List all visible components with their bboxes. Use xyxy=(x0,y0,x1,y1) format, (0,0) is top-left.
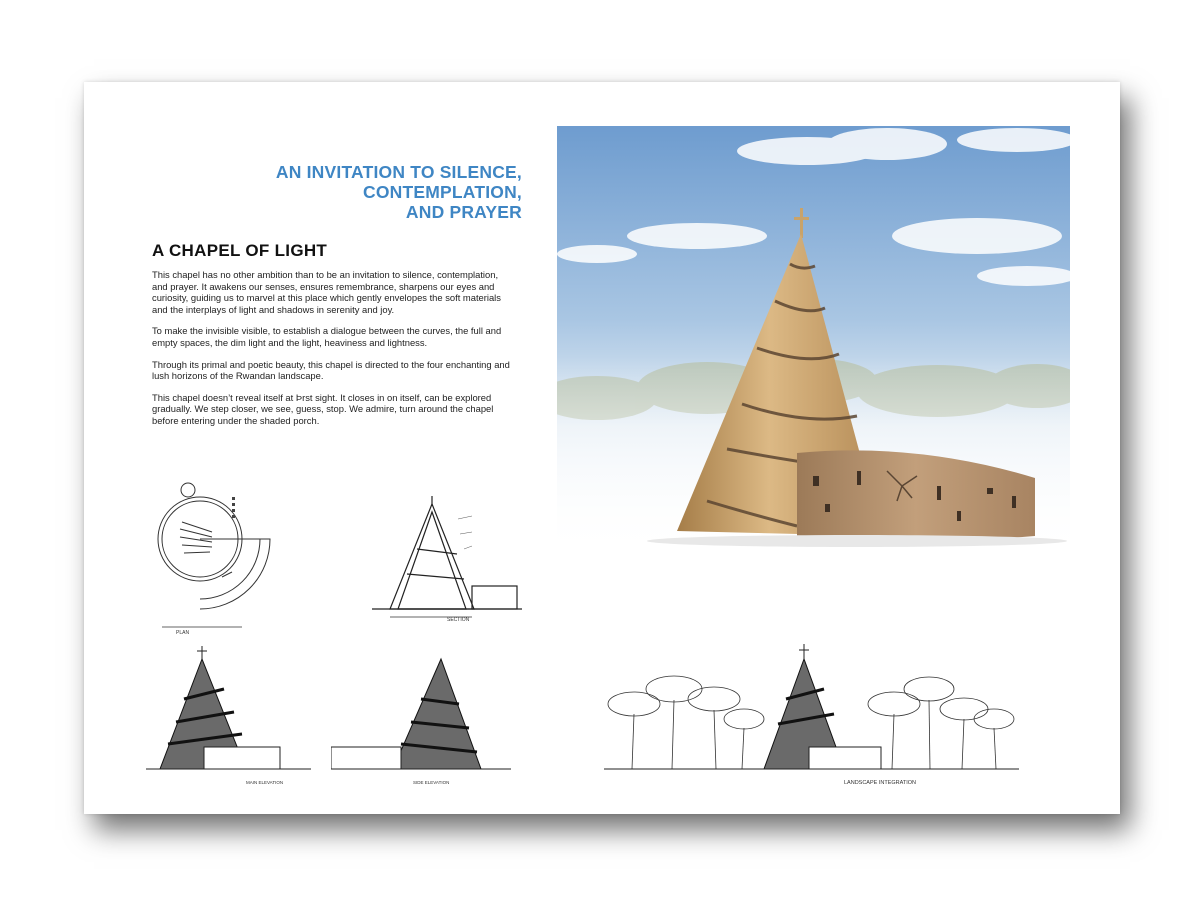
paragraph-2: To make the invisible visible, to establish a dialogue between the curves, the full and empty spaces, the dim light and the light, heaviness and lightness. xyxy=(152,325,502,348)
plan-caption: PLAN xyxy=(176,630,190,636)
headline-line-3: AND PRAYER xyxy=(405,202,522,222)
body-text xyxy=(152,269,512,437)
plan-drawing xyxy=(152,477,297,637)
paragraph-4: This chapel doesn’t reveal itself at Þrst sight. It closes in on itself, can be explored gradually. We step closer, we see, guess, stop. We admire, turn around the chapel before entering under the shaded porch. xyxy=(152,391,494,426)
headline xyxy=(122,162,522,222)
section-caption: SECTION xyxy=(447,617,470,622)
headline-line-2: CONTEMPLATION, xyxy=(363,182,522,202)
section-title: A CHAPEL OF LIGHT xyxy=(152,241,328,260)
paragraph-1: This chapel has no other ambition than to be an invitation to silence, contemplation, and prayer. It awakens our senses, ensures remembrance, sharpens our eyes and curiosity, guiding us to marvel at this place which gently envelopes the soft materials and the interplays of light and shadows in serenity and joy. xyxy=(152,269,501,315)
side-elevation-caption: SIDE ELEVATION xyxy=(413,780,450,785)
paragraph-3: Through its primal and poetic beauty, this chapel is directed to the four enchanting and lush horizons of the Rwandan landscape. xyxy=(152,358,510,382)
document-page xyxy=(84,82,1120,814)
main-elevation-drawing xyxy=(146,644,316,792)
headline-line-1: AN INVITATION TO SILENCE, xyxy=(275,162,522,182)
landscape-caption: LANDSCAPE INTEGRATION xyxy=(844,780,917,786)
chapel-render-image xyxy=(557,126,1070,556)
section-drawing xyxy=(372,494,537,622)
side-elevation-drawing xyxy=(331,644,516,792)
landscape-integration-drawing xyxy=(604,644,1024,792)
main-elevation-caption: MAIN ELEVATION xyxy=(246,780,284,785)
